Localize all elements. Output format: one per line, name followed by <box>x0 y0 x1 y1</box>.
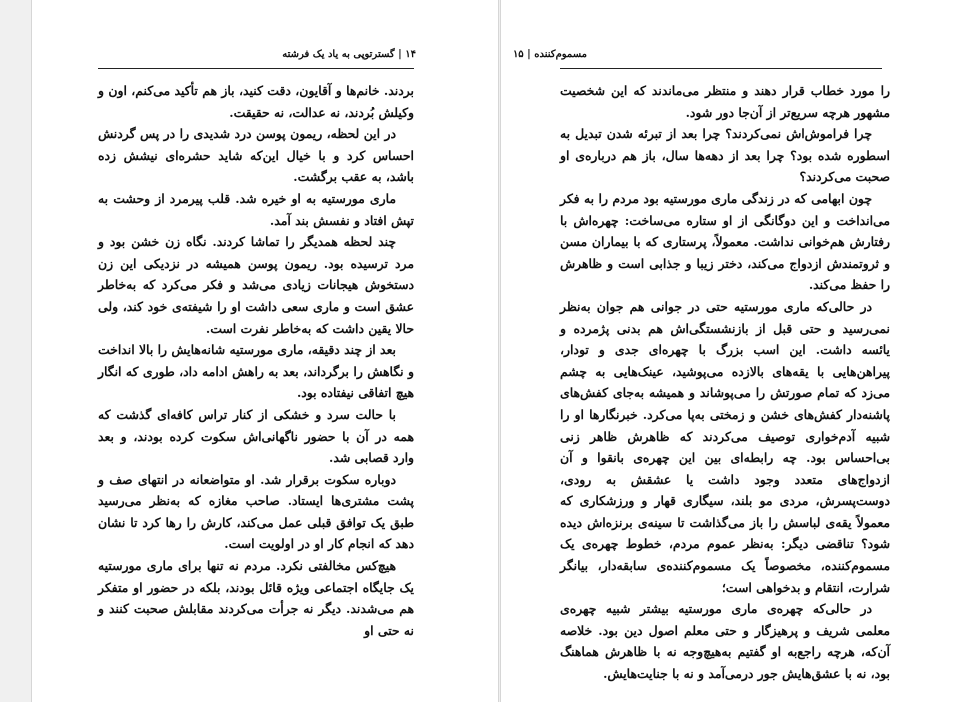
left-paragraph-5: بعد از چند دقیقه، ماری مورستیه شانه‌هایش را بالا انداخت و نگاهش را برگرداند، بعد به راهش ادامه داد، طوری که انگار هیچ اتفاقی نیفتاده بود. <box>98 342 414 401</box>
right-paragraph-1: را مورد خطاب قرار دهند و منتظر می‌ماندند که این شخصیت مشهور هرچه سریع‌تر از آن‌جا دور شود. <box>560 83 890 120</box>
left-page <box>31 0 499 702</box>
right-paragraph-5: در حالی‌که چهره‌ی ماری مورستیه بیشتر شبیه چهره‌ی معلمی شریف و پرهیزگار و حتی معلم اصول دین بود. خلاصه آن‌که، هرچه راجع‌به او گفتیم به‌هیچ‌وجه نه با ظاهرش هماهنگ بود، نه با عشق‌هایش جور درمی‌آمد و نه با جنایت‌هایش. <box>560 601 890 682</box>
left-running-head: ۱۴ | گسترتوپی به یاد یک فرشته <box>282 49 416 60</box>
right-paragraph-4: در حالی‌که ماری مورستیه حتی در جوانی هم جوان به‌نظر نمی‌رسید و حتی قبل از بازنشستگی‌اش هم بدنی پژمرده و یائسه داشت. این اسب بزرگ با چهره‌ای جدی و تودار، پیراهن‌هایی با یقه‌های بالازده می‌پوشید، عینک‌هایی به چشم می‌زد که تمام صورتش را می‌پوشاند و همیشه به‌جای کفش‌های پاشنه‌دار کفش‌های خشن و زمختی به‌پا می‌کرد. خبرنگارها او را شبیه آدم‌خواری توصیف می‌کردند که ظاهرش ظاهر زنی بی‌احساس بود. چه رابطه‌ای بین این چهره‌ی بانقوا و آن ازدواج‌های متعدد وجود داشت یا عشقش به رودی، دوست‌پسرش، مردی مو بلند، سیگاری قهار و ورزشکاری که معمولاً یقه‌ی لباسش را باز می‌گذاشت تا سینه‌ی برنزه‌اش دیده شود؟ تناقضی دیگر: به‌نظر عموم مردم، خطوط چهره‌ی یک مسموم‌کننده، مخصوصاً یک مسموم‌کننده‌ی سابقه‌دار، بیانگر شرارت، انتقام و بدخواهی است؛ <box>560 298 890 595</box>
right-paragraph-2: چرا فراموش‌اش نمی‌کردند؟ چرا بعد از تبرئه شدن تبدیل به اسطوره شده بود؟ چرا بعد از دهه‌ها سال، باز هم درباره‌ی او صحبت می‌کردند؟ <box>560 126 890 185</box>
right-page <box>500 0 965 702</box>
right-body-text <box>560 80 890 685</box>
left-header-rule <box>98 68 414 69</box>
left-paragraph-2: در این لحظه، ریمون پوسن درد شدیدی را در پس گردنش احساس کرد و با خیال این‌که شاید حشره‌ای نیشش زده باشد، به عقب برگشت. <box>98 126 414 185</box>
left-paragraph-3: ماری مورستیه به او خیره شد. قلب پیرمرد از وحشت به تپش افتاد و نفسش بند آمد. <box>98 190 414 228</box>
left-body-text <box>98 80 414 641</box>
left-paragraph-1: بردند. خانم‌ها و آقایون، دقت کنید، باز هم تأکید می‌کنم، اون و وکیلش بُردند، نه عدالت، نه حقیقت. <box>98 83 414 120</box>
right-running-head: مسموم‌کننده | ۱۵ <box>512 49 587 60</box>
left-paragraph-7: دوباره سکوت برقرار شد. او متواضعانه در انتهای صف و پشت مشتری‌ها ایستاد. صاحب مغازه که به‌نظر می‌رسید طبق یک توافق قبلی عمل می‌کند، کارش را رها کرد تا نشان دهد که انجام کار او در اولویت است. <box>98 471 414 552</box>
right-paragraph-3: چون ابهامی که در زندگی ماری مورستیه بود مردم را به فکر می‌انداخت و این دوگانگی از او ستاره می‌ساخت: چهره‌اش با رفتارش هم‌خوانی نداشت. معمولاً، پرستاری که با بیماران مسن و ثروتمندش ازدواج می‌کند، دختر زیبا و جذابی است و ظاهرش را حفظ می‌کند. <box>560 190 890 293</box>
left-paragraph-4: چند لحظه همدیگر را تماشا کردند. نگاه زن خشن بود و مرد ترسیده بود. ریمون پوسن همیشه در نزدیکی این زن دستخوش هیجانات زیادی می‌شد و فکر می‌کرد که به‌خاطر عشق است و ماری سعی داشت او را شیفته‌ی خود کند، ولی حالا یقین داشت که به‌خاطر نفرت است. <box>98 234 414 336</box>
left-paragraph-6: با حالت سرد و خشکی از کنار تراس کافه‌ای گذشت که همه در آن با حضور ناگهانی‌اش سکوت کرده بودند، و بعد وارد قصابی شد. <box>98 406 414 466</box>
right-header-rule <box>560 68 882 69</box>
left-paragraph-8: هیچ‌کس مخالفتی نکرد. مردم نه تنها برای ماری مورستیه یک جایگاه اجتماعی ویژه قائل بودند، بلکه در حضور او متفکر هم می‌شدند. دیگر نه جرأت می‌کردند مقابلش صحبت کنند و نه حتی او <box>98 558 414 638</box>
